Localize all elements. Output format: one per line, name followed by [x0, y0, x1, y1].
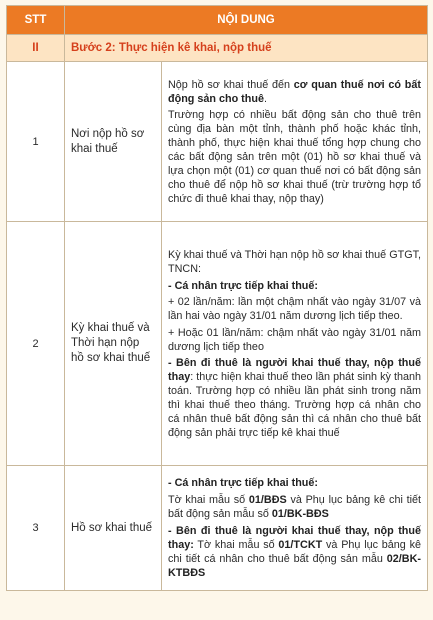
row-content: [162, 222, 428, 466]
bullet: + Hoặc 01 lần/năm: chậm nhất vào ngày 31/01 năm dương lịch tiếp theo: [168, 326, 421, 353]
bold-heading: - Cá nhân trực tiếp khai thuế:: [168, 279, 318, 292]
bold-text: cơ quan thuế nơi có bất động sản cho thuê: [168, 78, 421, 105]
row-number: 3: [7, 466, 65, 591]
text-segment: và Phụ lục bảng kê chi tiết bất động sản mẫu số: [168, 494, 421, 520]
header-stt: STT: [7, 6, 65, 35]
text-segment: và Phụ lục bảng kê chi tiết cá nhân cho thuê bất động sản mẫu: [168, 539, 421, 565]
bullet: + 02 lần/năm: lần một chậm nhất vào ngày 31/07 và lần hai vào ngày 31/01 năm dương lịch tiếp theo.: [168, 295, 421, 322]
text-segment: Nộp hồ sơ khai thuế đến: [168, 78, 294, 91]
section-row: [7, 35, 428, 62]
row-name: Nơi nộp hồ sơ khai thuế: [65, 62, 162, 222]
section-number: II: [7, 35, 65, 62]
row-name: Kỳ khai thuế và Thời hạn nộp hồ sơ khai thuế: [65, 222, 162, 466]
text-segment: : thực hiện khai thuế theo lần phát sinh kỳ thanh toán. Trường hợp có nhiều lần phát sinh trong năm thì khai thuế theo tháng. Trường hợp cá nhân cho cá nhân thuê bất động sản thì cá nhân cho thuê bất động sản phải trực tiếp kê khai thuế: [168, 370, 421, 439]
paragraph: Trường hợp có nhiều bất động sản cho thuê trên cùng địa bàn một tỉnh, thành phố hoặc khác tỉnh, thành phố, thực hiện khai thuế tổng hợp chung cho các bất động sản trên một (01) hồ sơ khai thuế và lựa chọn một (01) cơ quan thuế nơi có bất động sản cho thuê để nộp hồ sơ khai thuế (trừ trường hợp tổ chức đi thuê khai thay, nộp thay): [168, 108, 421, 205]
row-number: 2: [7, 222, 65, 466]
form-code: 01/TCKT: [278, 539, 323, 551]
row-number: 1: [7, 62, 65, 222]
paragraph: Kỳ khai thuế và Thời hạn nộp hồ sơ khai thuế GTGT, TNCN:: [168, 248, 421, 275]
table-header-row: [7, 6, 428, 35]
row-content: [162, 466, 428, 591]
header-content: NỘI DUNG: [65, 6, 428, 35]
section-title: Bước 2: Thực hiện kê khai, nộp thuế: [65, 35, 428, 62]
text-segment: .: [263, 92, 267, 105]
table-row: [7, 466, 428, 591]
form-code: 02/BK-KTBĐS: [168, 553, 421, 579]
form-code: 01/BĐS: [248, 494, 287, 506]
table-row: [7, 222, 428, 466]
text-segment: Tờ khai mẫu số: [168, 494, 249, 506]
bold-heading: - Bên đi thuê là người khai thuế thay, nộp thuế thay: [168, 356, 421, 383]
text-segment: Tờ khai mẫu số: [193, 539, 279, 551]
form-code: 01/BK-BĐS: [271, 508, 329, 520]
bold-heading: - Cá nhân trực tiếp khai thuế:: [168, 477, 318, 489]
row-content: [162, 62, 428, 222]
table-row: [7, 62, 428, 222]
tax-procedure-table: [6, 5, 428, 591]
bold-heading: - Bên đi thuê là người khai thuế thay, nộp thuế thay:: [168, 525, 421, 551]
row-name: Hồ sơ khai thuế: [65, 466, 162, 591]
